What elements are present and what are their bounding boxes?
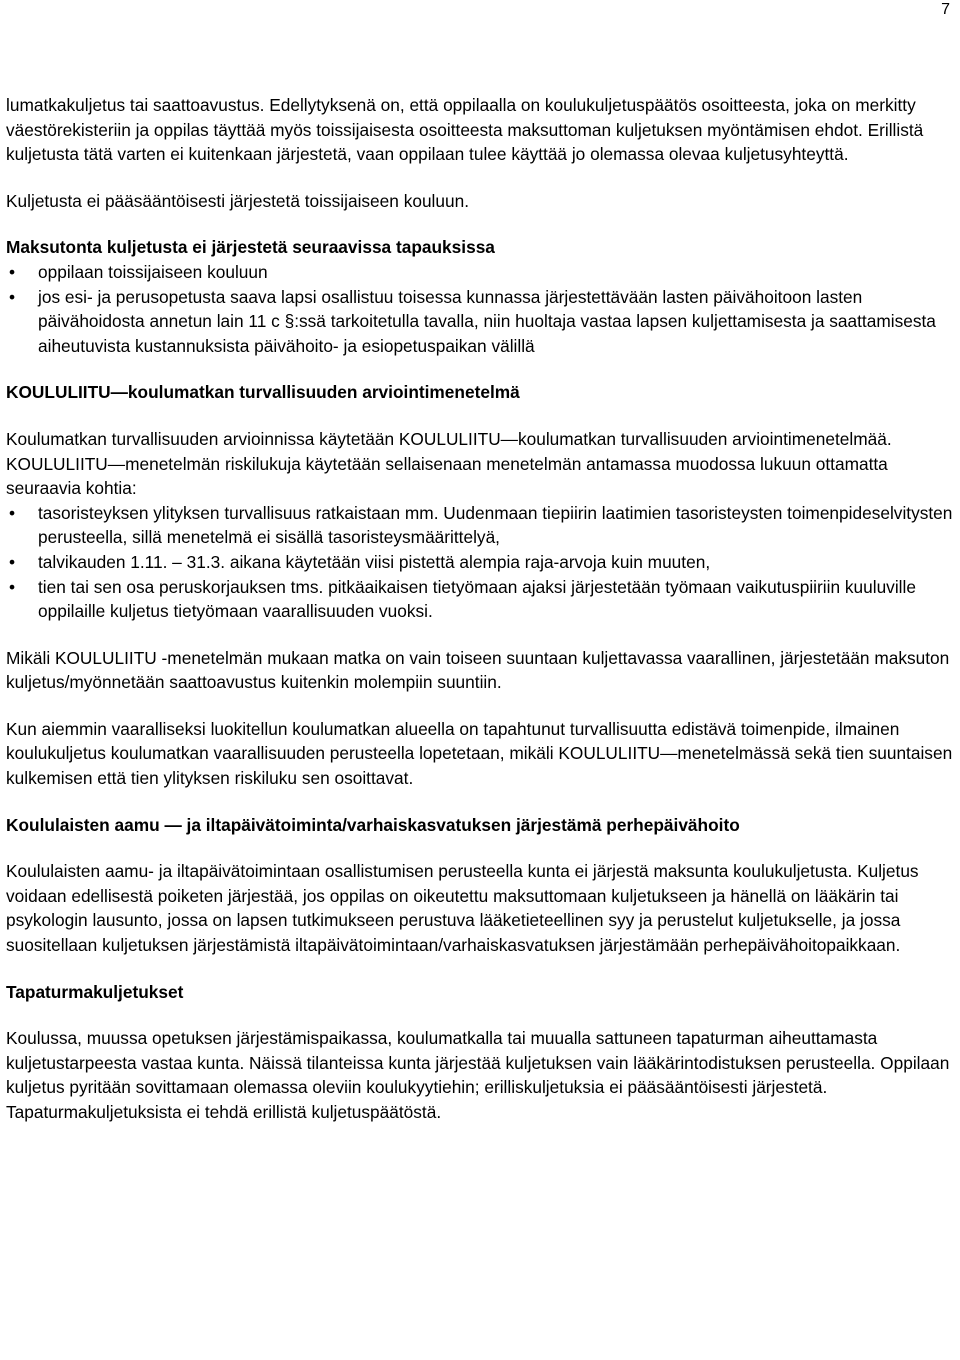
bullet-icon: • bbox=[8, 551, 16, 572]
paragraph-1: lumatkakuljetus tai saattoavustus. Edellytyksenä on, että oppilaalla on koulukuljetuspäätös osoitteesta, joka on merkitty väestörekisteriin ja oppilas täyttää myös toissijaisesta osoitteesta maksuttoman kuljetuksen myöntämisen ehdot. Erillistä kuljetusta tätä varten ei kuitenkaan järjestetä, vaan oppilaan tulee käyttää jo olemassa olevaa kuljetusyhteyttä. bbox=[6, 95, 924, 165]
paragraph-6: Koululaisten aamu- ja iltapäivätoimintaan osallistumisen perusteella kunta ei järjestä maksunta koulukuljetusta. Kuljetus voidaan edellisestä poiketen järjestää, jos oppilas on oikeutettu maksuttomaan kuljetukseen ja hänellä on lääkärin tai psykologin lausunto, jossa on lapsen tutkimukseen perustuva lääketieteellinen syy ja perustelut kuljetukselle, ja jossa suositellaan kuljetuksen järjestämistä iltapäivätoimintaan/varhaiskasvatuksen järjestämään perhepäivähoitopaikkaan. bbox=[6, 861, 919, 956]
list-item bbox=[6, 575, 954, 624]
list-item-text: tasoristeyksen ylityksen turvallisuus ratkaistaan mm. Uudenmaan tiepiirin laatimien tasoristeysten toimenpideselvitysten perusteella, sillä menetelmä ei sisällä tasoristeysmäärittelyä, bbox=[38, 502, 953, 548]
document-body bbox=[6, 93, 954, 1125]
paragraph-7: Koulussa, muussa opetuksen järjestämispaikassa, koulumatkalla tai muualla sattuneen tapaturman aiheuttamasta kuljetustarpeesta vastaa kunta. Näissä tilanteissa kunta järjestää kuljetuksen vain lääkärintodistuksen perusteella. Oppilaan kuljetus pyritään sovittamaan olemassa oleviin koulukyytiehin; erilliskuljetuksia ei pääsääntöisesti järjestetä. Tapaturmakuljetuksista ei tehdä erillistä kuljetuspäätöstä. bbox=[6, 1028, 950, 1122]
list-exceptions bbox=[6, 260, 954, 358]
paragraph-2: Kuljetusta ei pääsääntöisesti järjestetä toissijaiseen kouluun. bbox=[6, 190, 470, 211]
list-item bbox=[6, 550, 954, 575]
heading-aamu-iltapaivatoiminta: Koululaisten aamu — ja iltapäivätoiminta/varhaiskasvatuksen järjestämä perhepäivähoito bbox=[6, 814, 740, 835]
paragraph-5: Kun aiemmin vaaralliseksi luokitellun koulumatkan alueella on tapahtunut turvallisuutta edistävä toimenpide, ilmainen koulukuljetus koulumatkan vaarallisuuden perusteella lopetetaan, mikäli KOULULIITU—menetelmässä sekä tien suuntaisen kulkemisen että tien ylityksen riskiluku sen osoittavat. bbox=[6, 718, 953, 789]
bullet-icon: • bbox=[8, 261, 16, 282]
heading-tapaturmakuljetukset: Tapaturmakuljetukset bbox=[6, 981, 184, 1002]
page-number: 7 bbox=[941, 1, 950, 18]
list-item bbox=[6, 285, 954, 359]
list-item-text: jos esi- ja perusopetusta saava lapsi osallistuu toisessa kunnassa järjestettävään lasten päivähoitoon lasten päivähoidosta annetun lain 11 c §:ssä tarkoitetulla tavalla, niin huoltaja vastaa lapsen kuljettamisesta ja saattamisesta aiheutuvista kustannuksista päivähoito- ja esiopetuspaikan välillä bbox=[38, 286, 936, 356]
list-item-text: tien tai sen osa peruskorjauksen tms. pitkäaikaisen tietyömaan ajaksi järjestetään työmaan vaikutuspiiriin kuuluville oppilaille kuljetus tietyömaan vaarallisuuden vuoksi. bbox=[38, 576, 916, 622]
list-item-text: oppilaan toissijaiseen kouluun bbox=[38, 261, 268, 282]
bullet-icon: • bbox=[8, 502, 16, 523]
heading-maksutonta: Maksutonta kuljetusta ei järjestetä seuraavissa tapauksissa bbox=[6, 237, 495, 258]
list-item-text: talvikauden 1.11. – 31.3. aikana käytetään viisi pistettä alempia raja-arvoja kuin muuten, bbox=[38, 551, 711, 572]
list-item bbox=[6, 260, 954, 285]
bullet-icon: • bbox=[8, 576, 16, 597]
list-item bbox=[6, 501, 954, 550]
heading-koululiitu: KOULULIITU—koulumatkan turvallisuuden arviointimenetelmä bbox=[6, 382, 520, 403]
paragraph-3: Koulumatkan turvallisuuden arvioinnissa käytetään KOULULIITU—koulumatkan turvallisuuden arviointimenetelmää. KOULULIITU—menetelmän riskilukuja käytetään sellaisenaan menetelmän antamassa muodossa lukuun ottamatta seuraavia kohtia: bbox=[6, 428, 892, 499]
list-exceptions-koululiitu bbox=[6, 501, 954, 624]
paragraph-4: Mikäli KOULULIITU -menetelmän mukaan matka on vain toiseen suuntaan kuljettavassa vaarallinen, järjestetään maksuton kuljetus/myönnetään saattoavustus kuitenkin molempiin suuntiin. bbox=[6, 647, 950, 693]
bullet-icon: • bbox=[8, 286, 16, 307]
